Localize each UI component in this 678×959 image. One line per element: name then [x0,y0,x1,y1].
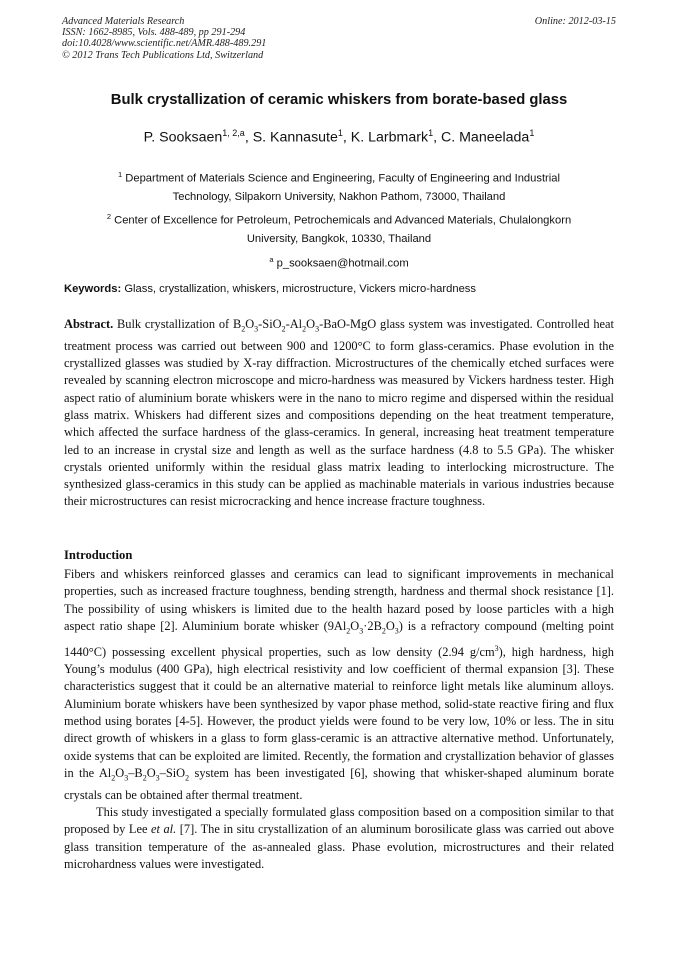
author-affiliation-mark: 1 [337,128,343,138]
author-name: C. Maneelada [440,129,530,146]
email-mark: a [269,255,274,264]
paragraph [64,804,614,873]
author-list: P. Sooksaen$^{1, 2,a}$, S. Kannasute$^1$, K. Larbmark$^1$, C. Maneelada$^1$ [143,128,535,146]
introduction-heading: Introduction [64,548,133,562]
journal-name: Advanced Materials Research [62,16,185,27]
online-date: Online: 2012-03-15 [534,16,616,27]
issn-line: ISSN: 1662-8985, Vols. 488-489, pp 291-294 [62,27,246,39]
keywords-text: Glass, crystallization, whiskers, microstructure, Vickers micro-hardness [124,283,476,295]
abstract-text: Bulk crystallization of [117,317,233,331]
keywords-label: Keywords: [64,283,122,295]
affiliation-line: University, Bangkok, 10330, Thailand [246,233,432,246]
affiliation-line: Department of Materials Science and Engineering, Faculty of Engineering and Industrial [125,172,560,185]
glass-formula: $B_2O_3-SiO_2-Al_2O_3-BaO$-MgO [232,317,377,334]
author-name: K. Larbmark [350,129,429,146]
paragraph-text: system has been investigated [6], showing that whisker-shaped aluminum borate crystals can be obtained after thermal treatment. [64,765,614,802]
keywords [64,283,614,295]
paragraph [64,566,614,804]
journal-header [62,16,616,61]
author-affiliation-mark: 1 [428,128,434,138]
paragraph-text: ), high hardness, high Young’s modulus (400 GPa), high electrical resistivity and low coefficient of thermal expansion [3]. These characteristics suggest that it could be an alternative material to reinforce light metals like aluminum alloys. Aluminium borate whiskers have been synthesized by vapor phase method, solid-state reactive firing and flux method using borates [4-5]. However, the product yields were found to be very low, 10% or less. The in situ direct growth of whiskers in a glass to form glass-ceramic is an attractive alternative method. Unfortunately, oxide systems that can be exploited are limited. Recently, the formation and crystallization behavior of glasses in the [64,644,615,780]
paragraph-text: [7]. The in situ crystallization of an aluminum borosilicate glass was carried out above glass transition temperature of the as-annealed glass. Phase evolution, microstructures and their related microhardness values were investigated. [64,822,614,871]
abstract-text: glass system was investigated. Controlled heat treatment process was carried out between 900 and 1200°C to form glass-ceramics. Phase evolution in the crystallized glasses was studied by X-ray diffraction. Microstructures of the chemically etched surfaces were revealed by scanning electron microscope and micro-hardness was measured by Vickers hardness tester. High aspect ratio of aluminium borate whiskers were in the nano to micro regime and dispersed within the residual glass matrix. Whiskers had different sizes and compositions depending on the heat treatment temperature, which affected the surface hardness of the glass-ceramics. In general, increasing heat treatment temperature led to an increase in crystal size and length as well as the surface hardness (4.8 to 5.5 GPa). The whisker crystals oriented uniformly within the residual glass matrix leading to interlocking microstructure. The synthesized glass-ceramics in this study can be applied as machinable materials in various industries because their microstructures can resist microcracking and hence increase fracture toughness. [64,317,614,509]
affiliation-mark: 1 [118,170,123,179]
affiliation-mark: 2 [106,212,111,221]
introduction-body [64,566,614,873]
et-al: et al. [151,822,177,837]
doi-line: doi:10.4028/www.scientific.net/AMR.488-489.291 [62,38,267,50]
superscript: 3 [494,643,499,653]
paragraph-text: ) is a refractory compound (melting point 1440°C) possessing excellent physical properties, such as low density (2.94 g/cm [64,618,615,659]
paragraph-text: This study investigated a specially formulated glass composition based on a composition similar to that proposed by Lee [64,804,614,837]
email-line [70,251,608,273]
affiliation-2 [70,208,608,249]
abstract [64,316,614,511]
email-address: p_sooksaen@hotmail.com [276,257,409,270]
whisker-formula: $9Al_2O_3\cdot 2B_2O_3$ [327,618,399,636]
paper-title: Bulk crystallization of ceramic whiskers from borate-based glass [110,92,568,108]
system-formula: $Al_2O_3-B_2O_3-SiO_2$ [98,765,190,783]
author-affiliation-mark: 1, 2,a [222,128,245,138]
author-name: P. Sooksaen [143,129,223,146]
affiliation-line: Center of Excellence for Petroleum, Petrochemicals and Advanced Materials, Chulalongkorn [114,214,572,227]
abstract-label: Abstract. [64,317,114,331]
author-affiliation-mark: 1 [529,128,535,138]
affiliation-line: Technology, Silpakorn University, Nakhon Pathom, 73000, Thailand [172,191,506,204]
paragraph-text: Fibers and whiskers reinforced glasses and ceramics can lead to significant improvements in mechanical properties, such as increased fracture toughness, bending strength, hardness and thermal shock resistance [1]. The possibility of using whiskers is limited due to the health hazard posed by loose particles with a high aspect ratio shape [2]. Aluminium borate whisker ( [64,567,614,633]
copyright-line: © 2012 Trans Tech Publications Ltd, Switzerland [62,49,264,61]
author-name: S. Kannasute [252,129,338,146]
affiliation-1 [70,166,608,207]
